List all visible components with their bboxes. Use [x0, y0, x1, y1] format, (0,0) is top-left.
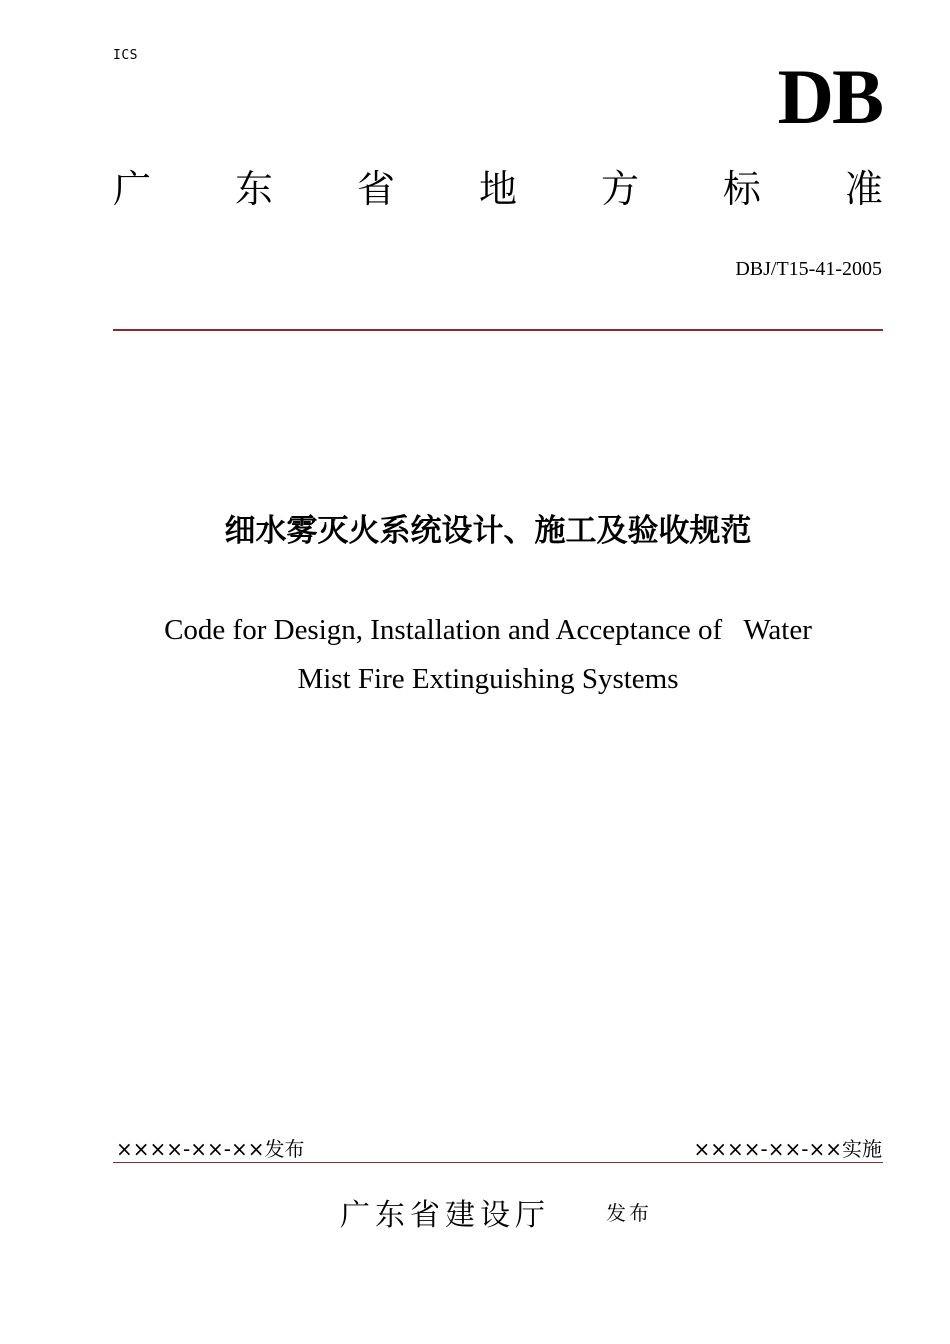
standard-type-heading	[113, 167, 883, 211]
standard-type-char: 东	[234, 167, 273, 211]
standard-type-char: 准	[844, 167, 883, 211]
issue-date: ××××-××-××发布	[116, 1137, 305, 1161]
english-title-line-1: Code for Design, Installation and Acceptance of Water	[164, 614, 812, 646]
document-title-english	[100, 606, 876, 704]
ics-code: ICS	[113, 48, 138, 63]
document-title-chinese: 细水雾灭火系统设计、施工及验收规范	[224, 513, 752, 549]
bottom-divider	[113, 1162, 883, 1163]
db-mark: DB	[777, 53, 882, 140]
standard-number: DBJ/T15-41-2005	[735, 258, 882, 280]
publisher: 广东省建设厅	[340, 1198, 550, 1233]
standard-type-char: 地	[478, 167, 517, 211]
implementation-date: ××××-××-××实施	[693, 1137, 882, 1161]
standard-type-char: 省	[356, 167, 395, 211]
english-title-line-2: Mist Fire Extinguishing Systems	[297, 663, 679, 695]
standard-type-char: 标	[722, 167, 761, 211]
publish-label: 发布	[606, 1201, 652, 1225]
standard-type-char: 方	[600, 167, 639, 211]
top-divider	[113, 329, 883, 331]
standard-type-char: 广	[113, 167, 152, 211]
